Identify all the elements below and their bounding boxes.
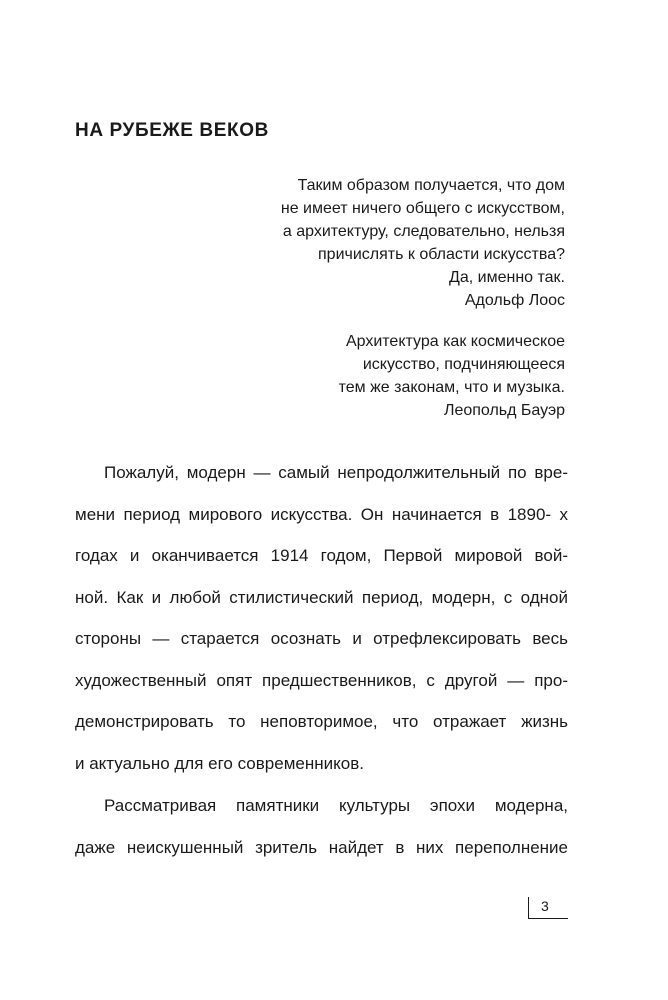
body-paragraph <box>75 785 568 868</box>
paragraph-line: Пожалуй, модерн — самый непродолжительный по вре- <box>104 463 568 482</box>
paragraph-line: мени период мирового искусства. Он начинается в 1890- х <box>75 504 568 524</box>
epigraph-line: Таким образом получается, что дом <box>297 177 565 194</box>
paragraph-line: художественный опят предшественников, с другой — про- <box>75 670 568 690</box>
epigraph-line: Архитектура как космическое <box>345 333 565 350</box>
paragraph-line: годах и оканчивается 1914 годом, Первой мировой вой- <box>75 546 568 565</box>
paragraph-line: Рассматривая памятники культуры эпохи модерна, <box>104 796 568 815</box>
epigraph-line: не имеет ничего общего с искусством, <box>280 200 565 217</box>
page-number-marker <box>528 897 568 919</box>
epigraph-line: Да, именно так. <box>449 269 565 286</box>
page-number: 3 <box>541 898 549 914</box>
epigraph-line: искусство, подчиняющееся <box>362 356 565 373</box>
epigraph-line: а архитектуру, следовательно, нельзя <box>282 223 565 240</box>
paragraph-line: ной. Как и любой стилистический период, модерн, с одной <box>75 587 568 607</box>
body-paragraph <box>75 452 568 784</box>
paragraph-line: и актуально для его современников. <box>75 753 364 773</box>
epigraph-loos <box>281 174 565 312</box>
page-number-rule-vertical <box>528 897 529 919</box>
epigraph-line: причислять к области искусства? <box>318 246 565 263</box>
page-number-rule-horizontal <box>528 918 568 919</box>
paragraph-line: стороны — старается осознать и отрефлексировать весь <box>75 629 568 648</box>
paragraph-line: демонстрировать то неповторимое, что отражает жизнь <box>75 712 568 731</box>
chapter-title: НА РУБЕЖЕ ВЕКОВ <box>75 120 269 141</box>
epigraph-line: тем же законам, что и музыка. <box>338 379 565 396</box>
epigraph-bauer <box>339 330 565 422</box>
epigraph-author: Адольф Лоос <box>464 292 565 309</box>
epigraph-author: Леопольд Бауэр <box>443 402 565 419</box>
paragraph-line: даже неискушенный зритель найдет в них переполнение <box>75 837 568 857</box>
